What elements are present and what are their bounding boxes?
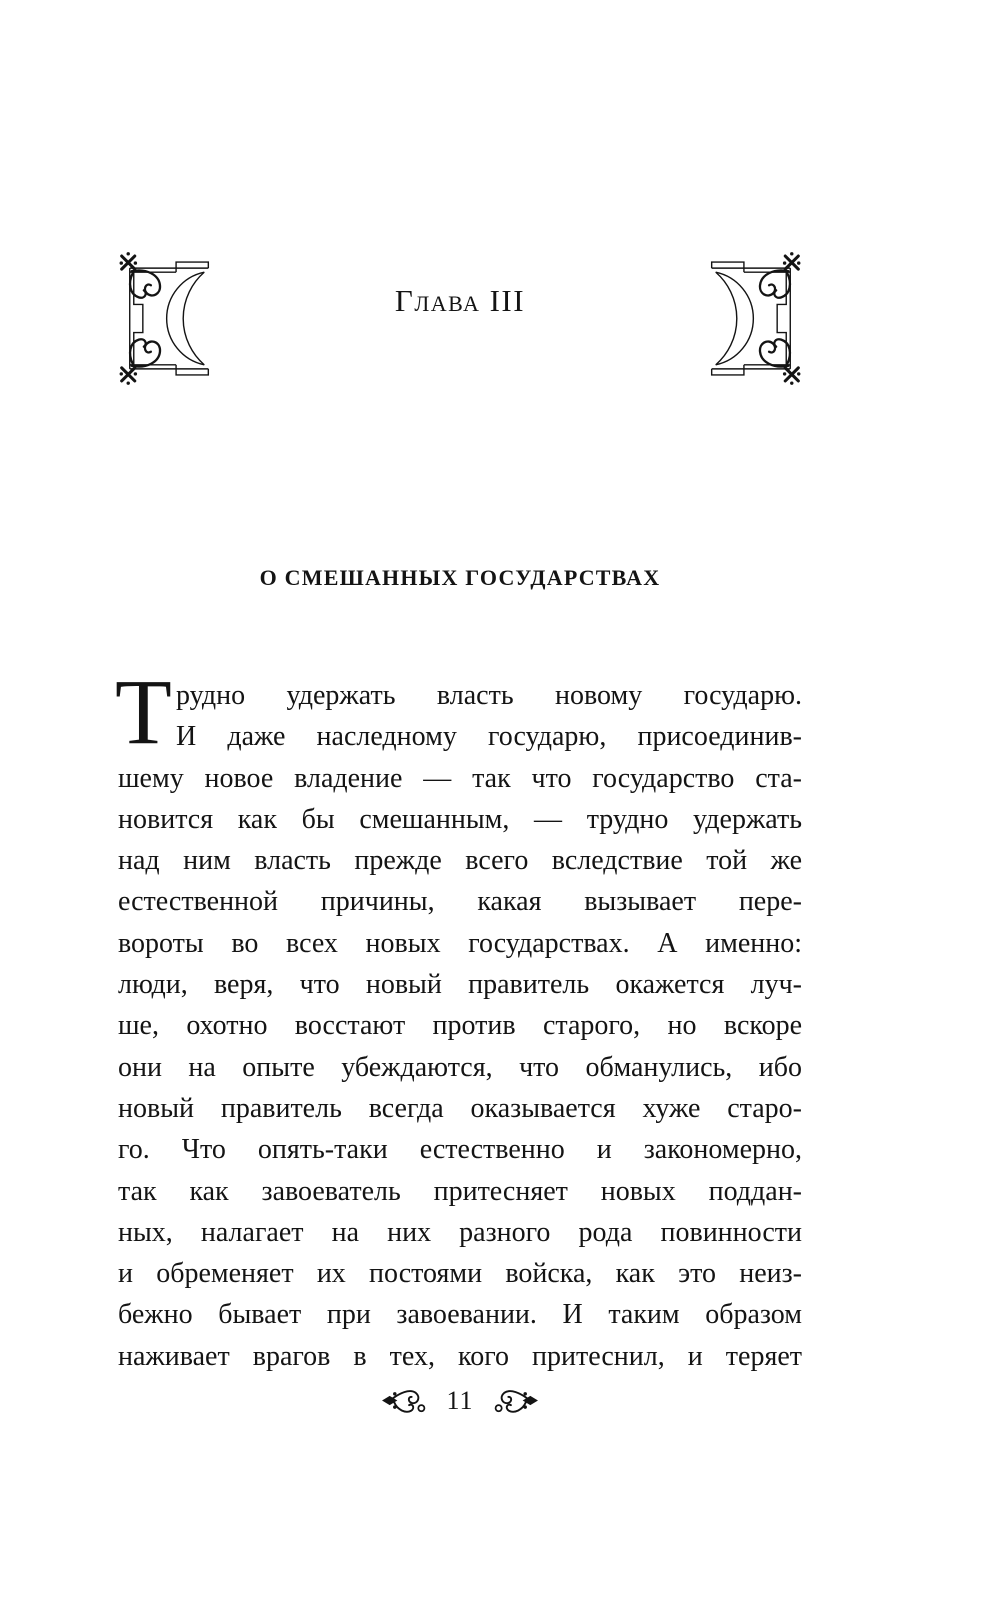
drop-cap: Т — [115, 661, 172, 764]
body-line: бежно бывает при завоевании. И таким образом — [118, 1299, 802, 1331]
body-line: новится как бы смешанным, — трудно удержать — [118, 803, 802, 835]
body-line: ше, охотно восстают против старого, но вскоре — [118, 1010, 802, 1042]
body-line: они на опыте убеждаются, что обманулись, ибо — [118, 1051, 802, 1083]
page-footer — [118, 1386, 802, 1415]
chapter-title: Глава III — [394, 283, 526, 318]
body-line: естественной причины, какая вызывает пере- — [118, 886, 802, 918]
body-line: люди, веря, что новый правитель окажется луч- — [118, 969, 802, 1001]
body-line: ных, налагает на них разного рода повинности — [118, 1216, 802, 1248]
body-paragraph — [115, 661, 802, 1377]
body-line: над ним власть прежде всего вследствие той же — [118, 845, 802, 877]
body-line: шему новое владение — так что государство ста- — [118, 762, 802, 794]
section-title: О СМЕШАННЫХ ГОСУДАРСТВАХ — [259, 565, 661, 590]
fleuron-left-icon — [381, 1386, 428, 1415]
body-line: И даже наследному государю, присоединив- — [176, 721, 802, 753]
fleuron-right-icon — [492, 1386, 539, 1415]
body-line: го. Что опять-таки естественно и закономерно, — [118, 1134, 802, 1166]
body-line: так как завоеватель притесняет новых поддан- — [118, 1175, 802, 1207]
body-line: наживает врагов в тех, кого притеснил, и теряет — [118, 1340, 802, 1372]
body-line: новый правитель всегда оказывается хуже старо- — [118, 1092, 802, 1124]
body-line: вороты во всех новых государствах. А именно: — [118, 927, 802, 959]
page-number: 11 — [446, 1386, 474, 1415]
body-line: и обременяет их постоями войска, как это неиз- — [118, 1258, 802, 1290]
body-line: рудно удержать власть новому государю. — [176, 680, 802, 711]
